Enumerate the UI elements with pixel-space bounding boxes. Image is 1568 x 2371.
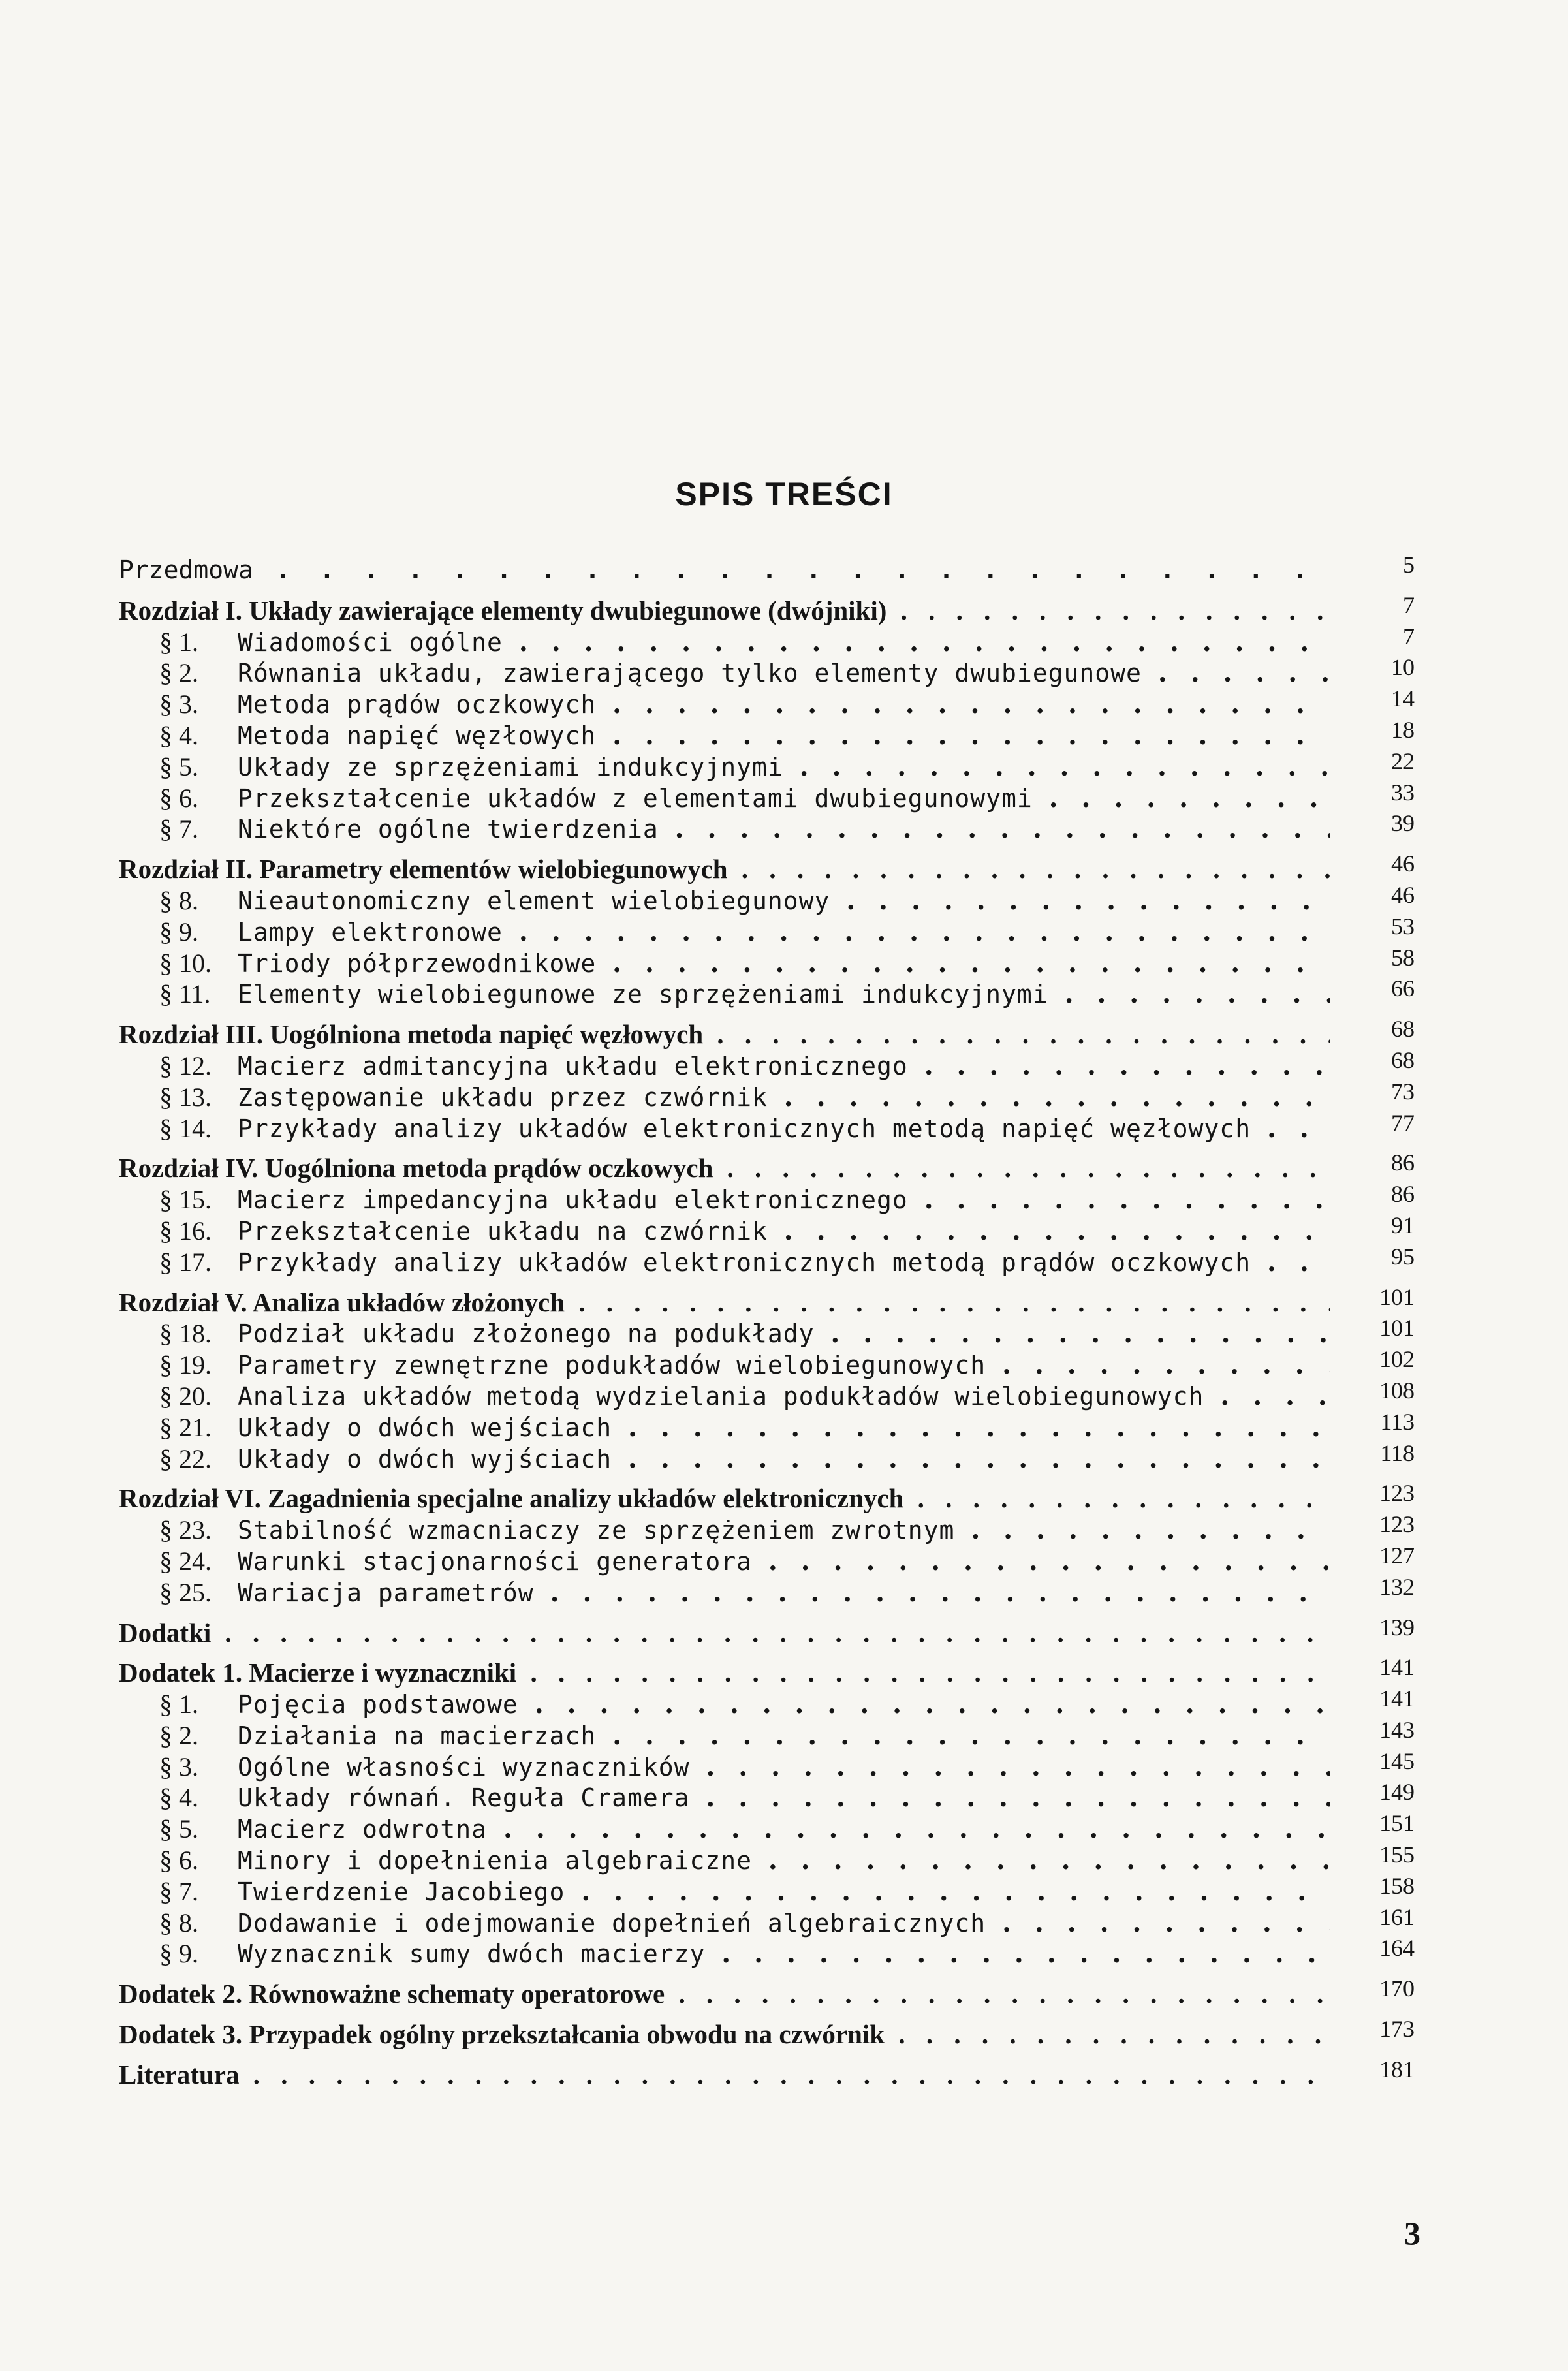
toc-section-entry [119, 1346, 1415, 1381]
toc-entry-label: Pojęcia podstawowe [238, 1690, 518, 1719]
toc-entry-text [159, 1082, 1330, 1113]
toc-section-entry [119, 716, 1415, 751]
toc-entry-label: Warunki stacjonarności generatora [238, 1547, 752, 1576]
toc-section-entry [119, 1810, 1415, 1845]
section-number: § 5. [159, 751, 198, 781]
toc-section-entry [119, 1542, 1415, 1577]
toc-page-number: 113 [1380, 1408, 1415, 1435]
section-number: § 24. [159, 1546, 212, 1576]
page-title: SPIS TREŚCI [675, 476, 893, 512]
toc-entry-text [119, 1019, 1330, 1050]
section-number: § 3. [159, 689, 198, 719]
toc-page-number: 39 [1391, 810, 1415, 837]
toc-entry-label: Minory i dopełnienia algebraiczne [238, 1846, 752, 1876]
toc-section-entry [119, 1078, 1415, 1113]
toc-section-entry [119, 1686, 1415, 1720]
toc-entry-text [159, 1845, 1330, 1876]
toc-entry-text [119, 595, 1330, 627]
toc-page-number: 145 [1379, 1748, 1415, 1774]
toc-entry-text [119, 1657, 1330, 1689]
toc-entry-label: Dodatek 3. Przypadek ogólny przekształcania obwodu na czwórnik [119, 2019, 885, 2050]
toc-page-number: 139 [1379, 1614, 1415, 1641]
toc-section-entry [119, 685, 1415, 720]
toc-entry-text [159, 1443, 1330, 1475]
section-number: § 9. [159, 1939, 198, 1969]
toc-page-number: 118 [1380, 1439, 1415, 1466]
toc-entry-label: Dodatek 1. Macierze i wyznaczniki [119, 1657, 517, 1688]
toc-entry-text [159, 1577, 1330, 1609]
toc-page-number: 86 [1391, 1150, 1415, 1176]
toc-section-entry [119, 623, 1415, 658]
page-number: 3 [1404, 2215, 1420, 2252]
toc-section-entry [119, 1181, 1415, 1216]
section-number: § 11. [159, 979, 211, 1009]
section-number: § 16. [159, 1216, 212, 1246]
toc-page-number: 7 [1403, 591, 1415, 618]
section-number: § 15. [159, 1185, 212, 1215]
toc-page-number: 141 [1379, 1686, 1415, 1712]
toc-entry-text [119, 555, 1330, 586]
toc-entry-text [159, 813, 1330, 845]
section-number: § 21. [159, 1412, 212, 1442]
toc-entry-text [119, 1618, 1330, 1649]
toc-page-number: 53 [1391, 913, 1415, 939]
section-number: § 18. [159, 1319, 212, 1349]
toc-section-entry [119, 975, 1415, 1010]
toc-section-entry [119, 747, 1415, 783]
section-number: § 13. [159, 1082, 212, 1112]
toc-entry-text [159, 751, 1330, 783]
section-number: § 23. [159, 1515, 212, 1545]
toc-entry-label: Niektóre ogólne twierdzenia [238, 815, 659, 844]
section-number: § 3. [159, 1751, 198, 1782]
section-number: § 7. [159, 1876, 198, 1906]
toc-entry-label: Przekształcenie układów z elementami dwubiegunowymi [238, 783, 1033, 813]
toc-entry-text [159, 1412, 1330, 1443]
toc-page-number: 22 [1391, 747, 1415, 774]
toc-chapter-entry [119, 1654, 1415, 1689]
toc-page-number: 10 [1391, 654, 1415, 681]
toc-entry-text [159, 783, 1330, 814]
toc-entry-text [159, 1247, 1330, 1278]
toc-entry-label: Ogólne własności wyznaczników [238, 1752, 690, 1782]
toc-section-entry [119, 1573, 1415, 1609]
section-number: § 1. [159, 627, 198, 657]
toc-entry-text [159, 1751, 1330, 1783]
toc-page-number: 102 [1379, 1346, 1415, 1373]
toc-entry-text [159, 1908, 1330, 1939]
toc-entry-label: Stabilność wzmacniaczy ze sprzężeniem zwrotnym [238, 1516, 955, 1545]
toc-chapter-entry [119, 591, 1415, 627]
toc-entry-label: Przekształcenie układu na czwórnik [238, 1216, 768, 1246]
toc-page-number: 108 [1379, 1377, 1415, 1404]
toc-page-number: 46 [1391, 881, 1415, 908]
section-number: § 8. [159, 1908, 198, 1938]
toc-page-number: 68 [1391, 1016, 1415, 1043]
toc-page-number: 149 [1379, 1779, 1415, 1806]
toc-chapter-entry [119, 2056, 1415, 2091]
toc-entry-text [159, 1876, 1330, 1908]
toc-chapter-entry [119, 1150, 1415, 1184]
toc-section-entry [119, 654, 1415, 689]
toc-entry-text [159, 1515, 1330, 1546]
toc-entry-label: Analiza układów metodą wydzielania podukładów wielobiegunowych [238, 1381, 1204, 1411]
toc-entry-text [159, 1349, 1330, 1381]
toc-page-number: 77 [1391, 1109, 1415, 1136]
toc-chapter-entry [119, 2016, 1415, 2050]
toc-page-number: 164 [1379, 1935, 1415, 1962]
toc-entry-label: Rozdział I. Układy zawierające elementy dwubiegunowe (dwójniki) [119, 595, 887, 625]
toc-section-entry [119, 1842, 1415, 1876]
section-number: § 19. [159, 1350, 212, 1380]
toc-page-number: 173 [1379, 2016, 1415, 2043]
toc-entry-label: Wariacja parametrów [238, 1578, 534, 1607]
section-number: § 25. [159, 1577, 212, 1607]
toc-section-entry [119, 1716, 1415, 1751]
toc-entry-label: Układy o dwóch wyjściach [238, 1444, 612, 1473]
section-number: § 10. [159, 948, 212, 978]
toc-entry-text [159, 1546, 1330, 1577]
section-number: § 8. [159, 885, 198, 915]
toc-entry-text [119, 1483, 1330, 1515]
table-of-contents [119, 552, 1415, 2091]
toc-entry-text [159, 885, 1330, 917]
toc-entry-text [159, 627, 1330, 658]
toc-entry-label: Elementy wielobiegunowe ze sprzężeniami indukcyjnymi [238, 980, 1048, 1009]
toc-entry-text [159, 1814, 1330, 1845]
section-number: § 6. [159, 783, 198, 813]
toc-entry-label: Przedmowa [119, 556, 253, 584]
toc-entry-label: Rozdział V. Analiza układów złożonych [119, 1287, 565, 1317]
toc-entry-label: Wyznacznik sumy dwóch macierzy [238, 1939, 706, 1969]
toc-entry-text [159, 917, 1330, 948]
toc-chapter-entry [119, 1480, 1415, 1515]
toc-entry-label: Układy równań. Reguła Cramera [238, 1783, 690, 1813]
toc-page-number: 155 [1379, 1842, 1415, 1868]
toc-page-number: 151 [1379, 1810, 1415, 1837]
toc-section-entry [119, 1377, 1415, 1412]
toc-entry-text [159, 1184, 1330, 1216]
toc-page-number: 132 [1379, 1573, 1415, 1600]
toc-entry-label: Rozdział III. Uogólniona metoda napięć węzłowych [119, 1019, 704, 1050]
toc-entry-label: Układy ze sprzężeniami indukcyjnymi [238, 752, 783, 781]
toc-entry-label: Równania układu, zawierającego tylko elementy dwubiegunowe [238, 659, 1142, 688]
toc-entry-label: Rozdział IV. Uogólniona metoda prądów oczkowych [119, 1153, 713, 1184]
toc-page-number: 170 [1379, 1975, 1415, 2002]
toc-entry-text [119, 1153, 1330, 1184]
toc-page-number: 123 [1379, 1511, 1415, 1538]
section-number: § 5. [159, 1814, 198, 1844]
toc-section-entry [119, 881, 1415, 917]
toc-entry-label: Podział układu złożonego na podukłady [238, 1319, 815, 1349]
toc-section-entry [119, 1212, 1415, 1247]
toc-entry-text [159, 1689, 1330, 1720]
toc-entry-text [159, 979, 1330, 1010]
toc-entry-label: Nieautonomiczny element wielobiegunowy [238, 886, 830, 915]
toc-entry-label: Lampy elektronowe [238, 917, 503, 947]
toc-page-number: 58 [1391, 944, 1415, 971]
toc-entry-text [159, 1318, 1330, 1349]
toc-entry-text [159, 948, 1330, 979]
section-number: § 6. [159, 1845, 198, 1876]
section-number: § 7. [159, 814, 198, 844]
toc-entry-text [159, 1216, 1330, 1247]
section-number: § 14. [159, 1113, 212, 1143]
toc-page-number: 91 [1391, 1212, 1415, 1238]
toc-entry-label: Macierz odwrotna [238, 1815, 488, 1844]
toc-page-number: 46 [1391, 851, 1415, 877]
toc-section-entry [119, 1046, 1415, 1082]
toc-entry-text [119, 2019, 1330, 2050]
toc-entry-label: Macierz admitancyjna układu elektronicznego [238, 1051, 908, 1080]
toc-chapter-entry [119, 1016, 1415, 1050]
section-number: § 12. [159, 1050, 212, 1080]
toc-page-number: 86 [1391, 1181, 1415, 1208]
toc-entry-text [159, 1782, 1330, 1814]
toc-section-entry [119, 1243, 1415, 1278]
toc-entry-label: Rozdział II. Parametry elementów wielobiegunowych [119, 854, 728, 885]
toc-entry-text [159, 1381, 1330, 1412]
toc-entry-text [119, 2060, 1330, 2091]
toc-chapter-entry [119, 851, 1415, 885]
toc-page-number: 181 [1379, 2056, 1415, 2082]
toc-entry-text [159, 1113, 1330, 1144]
section-number: § 4. [159, 720, 198, 750]
toc-page-number: 68 [1391, 1046, 1415, 1073]
toc-section-entry [119, 1748, 1415, 1783]
toc-page-number: 95 [1391, 1243, 1415, 1270]
toc-page-number: 161 [1379, 1904, 1415, 1930]
toc-page-number: 5 [1403, 552, 1415, 578]
toc-entry-text [119, 1287, 1330, 1319]
section-number: § 17. [159, 1247, 212, 1277]
toc-entry-text [159, 689, 1330, 720]
toc-page-number: 143 [1379, 1716, 1415, 1743]
toc-entry-text [119, 1979, 1330, 2010]
toc-entry-label: Triody półprzewodnikowe [238, 949, 597, 978]
section-number: § 22. [159, 1443, 212, 1473]
toc-page-number: 123 [1379, 1480, 1415, 1507]
toc-section-entry [119, 944, 1415, 979]
toc-entry-label: Twierdzenie Jacobiego [238, 1877, 565, 1906]
toc-entry-label: Metoda napięć węzłowych [238, 721, 597, 750]
toc-entry-label: Parametry zewnętrzne podukładów wielobiegunowych [238, 1351, 986, 1380]
toc-entry-text [159, 1720, 1330, 1751]
toc-section-entry [119, 1779, 1415, 1814]
toc-section-entry [119, 1872, 1415, 1908]
toc-section-entry [119, 1109, 1415, 1144]
section-number: § 20. [159, 1381, 212, 1411]
toc-entry-label: Dodatki [119, 1617, 212, 1648]
toc-page-number: 7 [1403, 623, 1415, 650]
toc-page-number: 127 [1379, 1542, 1415, 1569]
toc-page-number: 141 [1379, 1654, 1415, 1681]
toc-chapter-entry [119, 1975, 1415, 2010]
toc-section-entry [119, 810, 1415, 845]
toc-page-number: 66 [1391, 975, 1415, 1002]
toc-section-entry [119, 779, 1415, 814]
toc-section-entry [119, 1904, 1415, 1939]
toc-chapter-entry [119, 552, 1415, 586]
toc-chapter-entry [119, 1283, 1415, 1319]
toc-chapter-entry [119, 1614, 1415, 1649]
toc-entry-label: Zastępowanie układu przez czwórnik [238, 1082, 768, 1112]
toc-page-number: 18 [1391, 716, 1415, 743]
toc-entry-label: Wiadomości ogólne [238, 627, 503, 657]
toc-entry-label: Macierz impedancyjna układu elektronicznego [238, 1186, 908, 1215]
toc-section-entry [119, 1315, 1415, 1349]
toc-page-number: 101 [1379, 1315, 1415, 1342]
toc-page-number: 14 [1391, 685, 1415, 712]
toc-entry-text [119, 854, 1330, 885]
section-number: § 2. [159, 658, 198, 688]
toc-page-number: 101 [1379, 1283, 1415, 1310]
toc-entry-label: Dodatek 2. Równoważne schematy operatorowe [119, 1979, 665, 2009]
section-number: § 9. [159, 917, 198, 947]
section-number: § 4. [159, 1783, 198, 1813]
toc-section-entry [119, 1511, 1415, 1546]
toc-entry-label: Przykłady analizy układów elektronicznych metodą napięć węzłowych [238, 1114, 1251, 1143]
toc-page-number: 33 [1391, 779, 1415, 806]
toc-entry-label: Literatura [119, 2059, 240, 2090]
toc-entry-text [159, 657, 1330, 689]
toc-entry-label: Działania na macierzach [238, 1721, 597, 1750]
toc-entry-text [159, 1938, 1330, 1970]
toc-entry-label: Przykłady analizy układów elektronicznych metodą prądów oczkowych [238, 1248, 1251, 1277]
toc-section-entry [119, 1439, 1415, 1475]
section-number: § 1. [159, 1689, 198, 1719]
toc-entry-text [159, 720, 1330, 751]
toc-section-entry [119, 1408, 1415, 1443]
toc-entry-label: Układy o dwóch wejściach [238, 1413, 612, 1442]
toc-page-number: 158 [1379, 1872, 1415, 1899]
toc-entry-label: Metoda prądów oczkowych [238, 690, 597, 719]
toc-page-number: 73 [1391, 1078, 1415, 1105]
toc-entry-text [159, 1050, 1330, 1082]
section-number: § 2. [159, 1720, 198, 1750]
toc-section-entry [119, 913, 1415, 948]
toc-section-entry [119, 1935, 1415, 1970]
toc-entry-label: Rozdział VI. Zagadnienia specjalne analizy układów elektronicznych [119, 1483, 904, 1514]
toc-entry-label: Dodawanie i odejmowanie dopełnień algebraicznych [238, 1908, 986, 1938]
